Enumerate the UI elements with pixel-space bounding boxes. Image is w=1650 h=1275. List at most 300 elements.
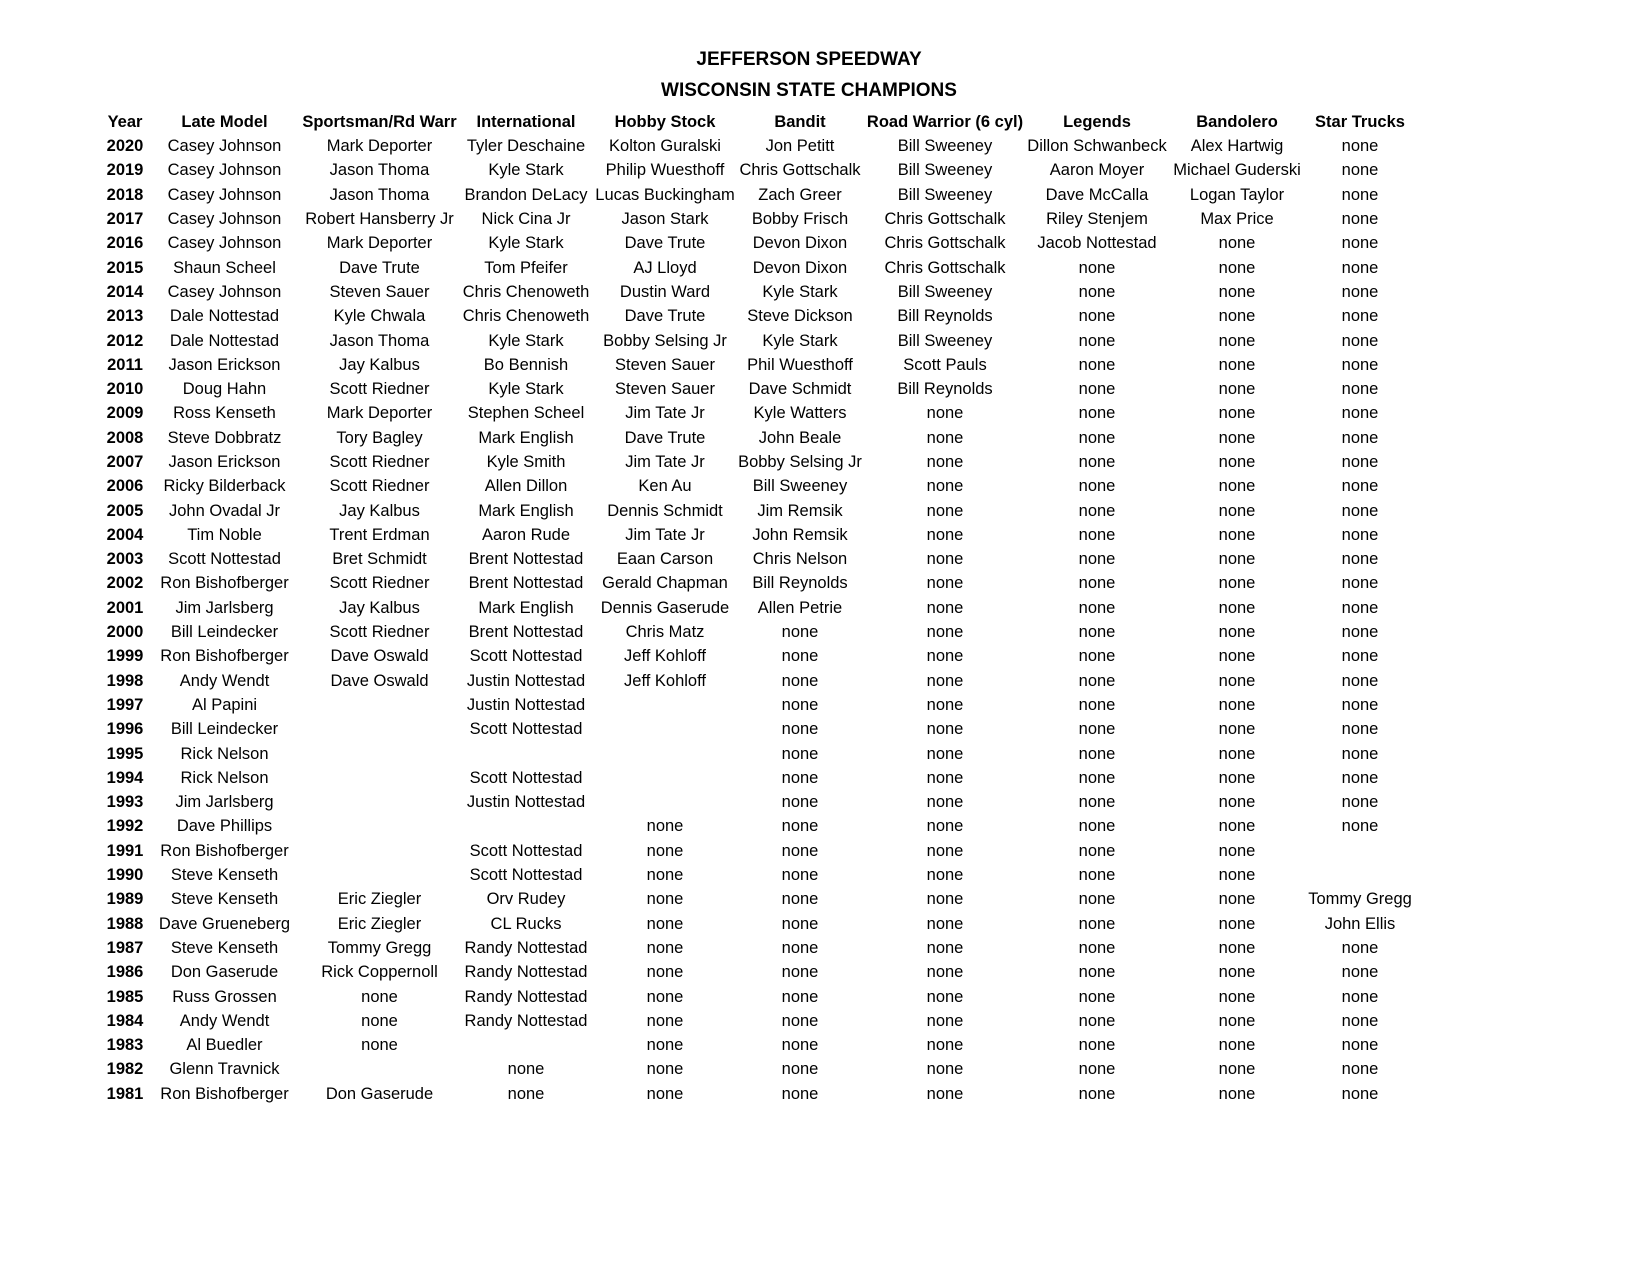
cell-late-model: John Ovadal Jr xyxy=(169,501,280,520)
cell-star-trucks: none xyxy=(1341,1084,1379,1103)
cell-bandit: none xyxy=(781,720,819,739)
cell-international: Chris Chenoweth xyxy=(462,282,590,301)
cell-road-warrior: none xyxy=(926,1084,964,1103)
cell-bandit: John Beale xyxy=(758,428,842,447)
cell-road-warrior: none xyxy=(926,987,964,1006)
cell-road-warrior: Bill Reynolds xyxy=(897,380,993,399)
cell-year: 1991 xyxy=(106,841,144,860)
table-row xyxy=(103,231,1415,255)
cell-legends: Aaron Moyer xyxy=(1049,161,1145,180)
cell-legends: none xyxy=(1078,331,1116,350)
cell-sportsman: Kyle Chwala xyxy=(333,307,426,326)
cell-star-trucks: none xyxy=(1341,331,1379,350)
cell-international: Bo Bennish xyxy=(483,355,569,374)
table-row xyxy=(103,426,1415,450)
table-row xyxy=(103,1033,1415,1057)
cell-year: 1992 xyxy=(106,817,144,836)
cell-legends: none xyxy=(1078,282,1116,301)
cell-late-model: Doug Hahn xyxy=(182,380,267,399)
cell-road-warrior: Bill Sweeney xyxy=(897,331,993,350)
table-row xyxy=(103,960,1415,984)
cell-international: Mark English xyxy=(478,598,574,617)
cell-legends: none xyxy=(1078,720,1116,739)
cell-road-warrior: Bill Sweeney xyxy=(897,161,993,180)
cell-legends: Dave McCalla xyxy=(1045,185,1149,204)
cell-sportsman: Jason Thoma xyxy=(329,185,430,204)
cell-sportsman: Scott Riedner xyxy=(329,453,430,471)
cell-legends: none xyxy=(1078,525,1116,544)
cell-year: 1985 xyxy=(106,987,144,1006)
cell-bandit: none xyxy=(781,671,819,690)
cell-year: 2000 xyxy=(106,623,144,642)
cell-sportsman: Mark Deporter xyxy=(326,137,433,156)
table-row xyxy=(103,280,1415,304)
cell-hobby-stock: Jim Tate Jr xyxy=(625,525,705,544)
cell-sportsman: Don Gaserude xyxy=(325,1084,434,1103)
cell-bandit: Bill Reynolds xyxy=(752,574,848,593)
cell-late-model: Don Gaserude xyxy=(170,963,279,982)
cell-sportsman xyxy=(302,693,457,717)
cell-star-trucks: none xyxy=(1341,671,1379,690)
cell-bandolero: none xyxy=(1218,866,1256,885)
cell-bandit: none xyxy=(781,768,819,787)
cell-bandit: none xyxy=(781,744,819,763)
cell-legends: none xyxy=(1078,623,1116,642)
cell-sportsman xyxy=(302,839,457,863)
cell-road-warrior: none xyxy=(926,866,964,885)
cell-year: 2012 xyxy=(106,331,144,350)
cell-road-warrior: none xyxy=(926,793,964,812)
table-row xyxy=(103,936,1415,960)
cell-star-trucks: none xyxy=(1341,793,1379,812)
cell-hobby-stock: none xyxy=(646,938,684,957)
cell-road-warrior: none xyxy=(926,477,964,496)
cell-bandit: none xyxy=(781,963,819,982)
cell-international: Randy Nottestad xyxy=(464,1011,588,1030)
cell-legends: none xyxy=(1078,258,1116,277)
cell-late-model: Ron Bishofberger xyxy=(160,1084,289,1103)
cell-international: Brent Nottestad xyxy=(468,574,584,593)
column-header-year: Year xyxy=(107,112,143,131)
cell-star-trucks: none xyxy=(1341,744,1379,763)
cell-bandit: Dave Schmidt xyxy=(748,380,852,399)
cell-bandolero: none xyxy=(1218,793,1256,812)
cell-year: 2004 xyxy=(106,525,144,544)
cell-sportsman xyxy=(302,814,457,838)
cell-road-warrior: Scott Pauls xyxy=(903,355,987,374)
cell-road-warrior: Bill Sweeney xyxy=(897,137,993,156)
cell-international: none xyxy=(507,1084,545,1103)
cell-sportsman: Steven Sauer xyxy=(329,282,430,301)
cell-bandit: Bobby Frisch xyxy=(751,210,849,229)
cell-sportsman: Scott Riedner xyxy=(329,380,430,399)
cell-star-trucks: none xyxy=(1341,307,1379,326)
cell-bandit: none xyxy=(781,914,819,933)
cell-late-model: Scott Nottestad xyxy=(168,550,281,569)
cell-road-warrior: none xyxy=(926,574,964,593)
cell-late-model: Rick Nelson xyxy=(180,744,269,763)
table-row xyxy=(103,304,1415,328)
cell-year: 2016 xyxy=(106,234,144,253)
cell-year: 2010 xyxy=(106,380,144,399)
cell-bandit: Kyle Stark xyxy=(762,282,838,301)
cell-road-warrior: none xyxy=(926,623,964,642)
cell-hobby-stock xyxy=(595,741,735,765)
cell-year: 2014 xyxy=(106,282,144,301)
cell-bandit: none xyxy=(781,987,819,1006)
cell-star-trucks: none xyxy=(1341,210,1379,229)
cell-bandit: Zach Greer xyxy=(758,185,842,204)
table-row xyxy=(103,498,1415,522)
cell-hobby-stock xyxy=(595,717,735,741)
cell-bandit: Jon Petitt xyxy=(765,137,835,156)
cell-international: none xyxy=(507,1060,545,1079)
cell-hobby-stock: Dave Trute xyxy=(624,234,706,253)
cell-sportsman: Bret Schmidt xyxy=(332,550,427,569)
cell-late-model: Bill Leindecker xyxy=(170,623,279,642)
cell-bandit: Kyle Stark xyxy=(762,331,838,350)
table-row xyxy=(103,353,1415,377)
cell-international: Kyle Stark xyxy=(488,161,564,180)
cell-hobby-stock: Steven Sauer xyxy=(615,355,715,374)
cell-late-model: Jim Jarlsberg xyxy=(175,793,274,812)
cell-late-model: Tim Noble xyxy=(187,525,262,544)
cell-road-warrior: none xyxy=(926,768,964,787)
cell-sportsman: Scott Riedner xyxy=(329,477,430,496)
cell-late-model: Shaun Scheel xyxy=(173,258,276,277)
cell-star-trucks: none xyxy=(1341,525,1379,544)
cell-legends: none xyxy=(1078,355,1116,374)
cell-international: Justin Nottestad xyxy=(466,793,586,812)
cell-international: Tyler Deschaine xyxy=(466,137,586,156)
table-row xyxy=(103,571,1415,595)
cell-year: 1983 xyxy=(106,1036,144,1055)
cell-road-warrior: none xyxy=(926,720,964,739)
cell-late-model: Ricky Bilderback xyxy=(163,477,286,496)
cell-late-model: Ross Kenseth xyxy=(173,404,276,423)
cell-star-trucks: none xyxy=(1341,380,1379,399)
cell-year: 2017 xyxy=(106,210,144,229)
cell-sportsman: Scott Riedner xyxy=(329,623,430,642)
cell-late-model: Russ Grossen xyxy=(172,987,277,1006)
cell-bandit: Steve Dickson xyxy=(747,307,853,326)
cell-hobby-stock: Jeff Kohloff xyxy=(624,647,706,666)
cell-sportsman: Dave Oswald xyxy=(330,671,429,690)
cell-year: 1989 xyxy=(106,890,144,909)
cell-year: 2019 xyxy=(106,161,144,180)
table-row xyxy=(103,669,1415,693)
table-row xyxy=(103,984,1415,1008)
cell-international: Scott Nottestad xyxy=(469,720,583,739)
cell-star-trucks: none xyxy=(1341,404,1379,423)
cell-hobby-stock: Dave Trute xyxy=(624,428,706,447)
cell-international: Kyle Stark xyxy=(488,331,564,350)
cell-international: Scott Nottestad xyxy=(469,647,583,666)
cell-bandolero: none xyxy=(1218,1060,1256,1079)
cell-late-model: Casey Johnson xyxy=(167,137,282,156)
cell-international: Kyle Stark xyxy=(488,380,564,399)
cell-late-model: Dave Phillips xyxy=(176,817,273,836)
cell-international: Scott Nottestad xyxy=(469,866,583,885)
cell-late-model: Jason Erickson xyxy=(168,355,281,374)
cell-late-model: Casey Johnson xyxy=(167,282,282,301)
cell-legends: none xyxy=(1078,817,1116,836)
cell-road-warrior: Bill Sweeney xyxy=(897,282,993,301)
cell-late-model: Ron Bishofberger xyxy=(160,841,289,860)
cell-bandit: Devon Dixon xyxy=(752,258,848,277)
cell-star-trucks: none xyxy=(1341,720,1379,739)
cell-late-model: Casey Johnson xyxy=(167,185,282,204)
cell-international: Stephen Scheel xyxy=(467,404,585,423)
cell-sportsman xyxy=(302,766,457,790)
cell-late-model: Steve Kenseth xyxy=(170,938,279,957)
cell-year: 1998 xyxy=(106,671,144,690)
table-row xyxy=(103,596,1415,620)
table-row xyxy=(103,766,1415,790)
cell-international xyxy=(457,814,595,838)
cell-bandolero: none xyxy=(1218,331,1256,350)
cell-bandolero: none xyxy=(1218,1084,1256,1103)
cell-star-trucks: none xyxy=(1341,768,1379,787)
cell-hobby-stock: Gerald Chapman xyxy=(602,574,728,593)
cell-hobby-stock: Kolton Guralski xyxy=(609,137,721,156)
table-header-row xyxy=(103,109,1415,134)
cell-sportsman: Jay Kalbus xyxy=(339,355,420,374)
cell-international: Tom Pfeifer xyxy=(484,258,568,277)
cell-hobby-stock: Eaan Carson xyxy=(616,550,714,569)
cell-year: 2002 xyxy=(106,574,144,593)
cell-star-trucks: John Ellis xyxy=(1324,914,1396,933)
cell-hobby-stock: Jim Tate Jr xyxy=(625,404,705,423)
cell-sportsman: Tommy Gregg xyxy=(327,938,432,957)
cell-year: 2009 xyxy=(106,404,144,423)
cell-international: Justin Nottestad xyxy=(466,695,586,714)
cell-international: Kyle Stark xyxy=(488,234,564,253)
cell-sportsman xyxy=(302,717,457,741)
cell-sportsman: Dave Trute xyxy=(339,258,420,277)
cell-legends: none xyxy=(1078,963,1116,982)
cell-legends: none xyxy=(1078,428,1116,447)
column-header-star-trucks: Star Trucks xyxy=(1315,112,1405,131)
cell-sportsman xyxy=(302,790,457,814)
cell-late-model: Ron Bishofberger xyxy=(160,647,289,666)
cell-bandolero: none xyxy=(1218,380,1256,399)
cell-legends: none xyxy=(1078,841,1116,860)
table-row xyxy=(103,450,1415,474)
cell-star-trucks: none xyxy=(1341,598,1379,617)
cell-late-model: Casey Johnson xyxy=(167,210,282,229)
table-row xyxy=(103,377,1415,401)
cell-legends: none xyxy=(1078,914,1116,933)
cell-international: Scott Nottestad xyxy=(469,841,583,860)
cell-international: Nick Cina Jr xyxy=(481,210,571,229)
cell-road-warrior: none xyxy=(926,938,964,957)
cell-star-trucks xyxy=(1305,839,1415,863)
cell-legends: none xyxy=(1078,380,1116,399)
cell-late-model: Andy Wendt xyxy=(179,671,270,690)
cell-legends: none xyxy=(1078,671,1116,690)
cell-star-trucks: none xyxy=(1341,1011,1379,1030)
cell-hobby-stock: none xyxy=(646,866,684,885)
cell-bandolero: none xyxy=(1218,768,1256,787)
table-row xyxy=(103,207,1415,231)
cell-year: 2008 xyxy=(106,428,144,447)
cell-late-model: Steve Kenseth xyxy=(170,890,279,909)
cell-star-trucks: none xyxy=(1341,428,1379,447)
table-row xyxy=(103,814,1415,838)
table-row xyxy=(103,474,1415,498)
cell-year: 2018 xyxy=(106,185,144,204)
cell-hobby-stock: Philip Wuesthoff xyxy=(605,161,725,180)
cell-late-model: Dale Nottestad xyxy=(169,307,280,326)
cell-hobby-stock: AJ Lloyd xyxy=(633,258,697,277)
cell-hobby-stock: Jim Tate Jr xyxy=(625,453,705,471)
cell-road-warrior: none xyxy=(926,890,964,909)
cell-legends: Jacob Nottestad xyxy=(1037,234,1157,253)
cell-year: 1986 xyxy=(106,963,144,982)
title-champions: WISCONSIN STATE CHAMPIONS xyxy=(661,80,957,101)
cell-bandolero: none xyxy=(1218,234,1256,253)
cell-star-trucks: none xyxy=(1341,258,1379,277)
cell-bandolero: none xyxy=(1218,477,1256,496)
cell-hobby-stock: none xyxy=(646,1060,684,1079)
cell-legends: none xyxy=(1078,793,1116,812)
cell-year: 2007 xyxy=(106,453,144,471)
table-row xyxy=(103,134,1415,158)
cell-year: 2011 xyxy=(107,355,143,374)
cell-year: 2006 xyxy=(106,477,144,496)
cell-hobby-stock: none xyxy=(646,914,684,933)
cell-hobby-stock: none xyxy=(646,963,684,982)
cell-year: 2003 xyxy=(106,550,144,569)
cell-legends: none xyxy=(1078,768,1116,787)
cell-bandolero: none xyxy=(1218,987,1256,1006)
table-row xyxy=(103,255,1415,279)
cell-hobby-stock: none xyxy=(646,987,684,1006)
cell-sportsman: Mark Deporter xyxy=(326,404,433,423)
cell-star-trucks: none xyxy=(1341,550,1379,569)
cell-bandolero: none xyxy=(1218,282,1256,301)
cell-bandolero: none xyxy=(1218,404,1256,423)
cell-legends: none xyxy=(1078,574,1116,593)
cell-legends: none xyxy=(1078,501,1116,520)
cell-late-model: Glenn Travnick xyxy=(169,1060,280,1079)
cell-international: Justin Nottestad xyxy=(466,671,586,690)
cell-bandolero: none xyxy=(1218,550,1256,569)
column-header-road-warrior: Road Warrior (6 cyl) xyxy=(866,112,1024,131)
column-header-legends: Legends xyxy=(1063,112,1131,131)
table-body xyxy=(103,134,1415,1106)
cell-international: Randy Nottestad xyxy=(464,963,588,982)
cell-star-trucks: none xyxy=(1341,137,1379,156)
cell-bandolero: none xyxy=(1218,695,1256,714)
cell-hobby-stock xyxy=(595,766,735,790)
cell-road-warrior: Bill Reynolds xyxy=(897,307,993,326)
cell-road-warrior: none xyxy=(926,817,964,836)
cell-star-trucks: none xyxy=(1341,234,1379,253)
cell-bandit: none xyxy=(781,1060,819,1079)
cell-star-trucks: none xyxy=(1341,647,1379,666)
cell-bandolero: none xyxy=(1218,963,1256,982)
cell-star-trucks: none xyxy=(1341,963,1379,982)
cell-legends: none xyxy=(1078,695,1116,714)
cell-road-warrior: none xyxy=(926,841,964,860)
cell-road-warrior: none xyxy=(926,647,964,666)
cell-bandit: Allen Petrie xyxy=(757,598,843,617)
cell-sportsman: none xyxy=(361,987,398,1006)
cell-road-warrior: none xyxy=(926,501,964,520)
cell-bandolero: none xyxy=(1218,598,1256,617)
cell-international: Randy Nottestad xyxy=(464,987,588,1006)
cell-late-model: Casey Johnson xyxy=(167,234,282,253)
cell-bandolero: none xyxy=(1218,258,1256,277)
cell-bandit: none xyxy=(781,938,819,957)
cell-international: Scott Nottestad xyxy=(469,768,583,787)
table-row xyxy=(103,1082,1415,1106)
cell-international: Aaron Rude xyxy=(481,525,571,544)
table-row xyxy=(103,790,1415,814)
cell-international xyxy=(457,741,595,765)
cell-international: Brent Nottestad xyxy=(468,623,584,642)
cell-sportsman: Tory Bagley xyxy=(336,428,423,447)
cell-bandit: none xyxy=(781,1084,819,1103)
cell-year: 1996 xyxy=(106,720,144,739)
table-row xyxy=(103,328,1415,352)
cell-sportsman: Jay Kalbus xyxy=(339,501,420,520)
cell-late-model: Bill Leindecker xyxy=(170,720,279,739)
cell-sportsman: Jay Kalbus xyxy=(339,598,420,617)
cell-bandit: Bobby Selsing Jr xyxy=(738,453,862,471)
cell-sportsman: none xyxy=(361,1011,398,1030)
cell-legends: none xyxy=(1078,866,1116,885)
cell-late-model: Jason Erickson xyxy=(168,453,281,471)
cell-legends: none xyxy=(1078,647,1116,666)
cell-bandolero: none xyxy=(1218,817,1256,836)
cell-bandit: Jim Remsik xyxy=(757,501,843,520)
column-header-late-model: Late Model xyxy=(181,112,268,131)
cell-legends: none xyxy=(1078,453,1116,471)
cell-road-warrior: none xyxy=(926,671,964,690)
cell-bandolero: none xyxy=(1218,841,1256,860)
cell-year: 1982 xyxy=(106,1060,144,1079)
cell-star-trucks: none xyxy=(1341,938,1379,957)
cell-year: 2005 xyxy=(106,501,144,520)
table-row xyxy=(103,1057,1415,1081)
cell-late-model: Casey Johnson xyxy=(167,161,282,180)
cell-year: 1997 xyxy=(106,695,144,714)
cell-bandolero: none xyxy=(1218,307,1256,326)
cell-legends: none xyxy=(1078,1060,1116,1079)
cell-star-trucks: none xyxy=(1341,453,1379,471)
cell-sportsman: Eric Ziegler xyxy=(337,890,422,909)
table-row xyxy=(103,741,1415,765)
cell-year: 1987 xyxy=(106,938,144,957)
column-header-sportsman: Sportsman/Rd Warr xyxy=(302,112,457,131)
cell-star-trucks: none xyxy=(1341,185,1379,204)
cell-road-warrior: none xyxy=(926,428,964,447)
cell-hobby-stock: Lucas Buckingham xyxy=(595,185,735,204)
cell-late-model: Jim Jarlsberg xyxy=(175,598,274,617)
cell-sportsman xyxy=(302,863,457,887)
cell-legends: none xyxy=(1078,1084,1116,1103)
cell-sportsman: Mark Deporter xyxy=(326,234,433,253)
cell-legends: Riley Stenjem xyxy=(1046,210,1148,229)
cell-bandolero: none xyxy=(1218,428,1256,447)
table-row xyxy=(103,523,1415,547)
cell-road-warrior: none xyxy=(926,404,964,423)
cell-sportsman: Rick Coppernoll xyxy=(321,963,438,982)
cell-international: Allen Dillon xyxy=(484,477,568,496)
